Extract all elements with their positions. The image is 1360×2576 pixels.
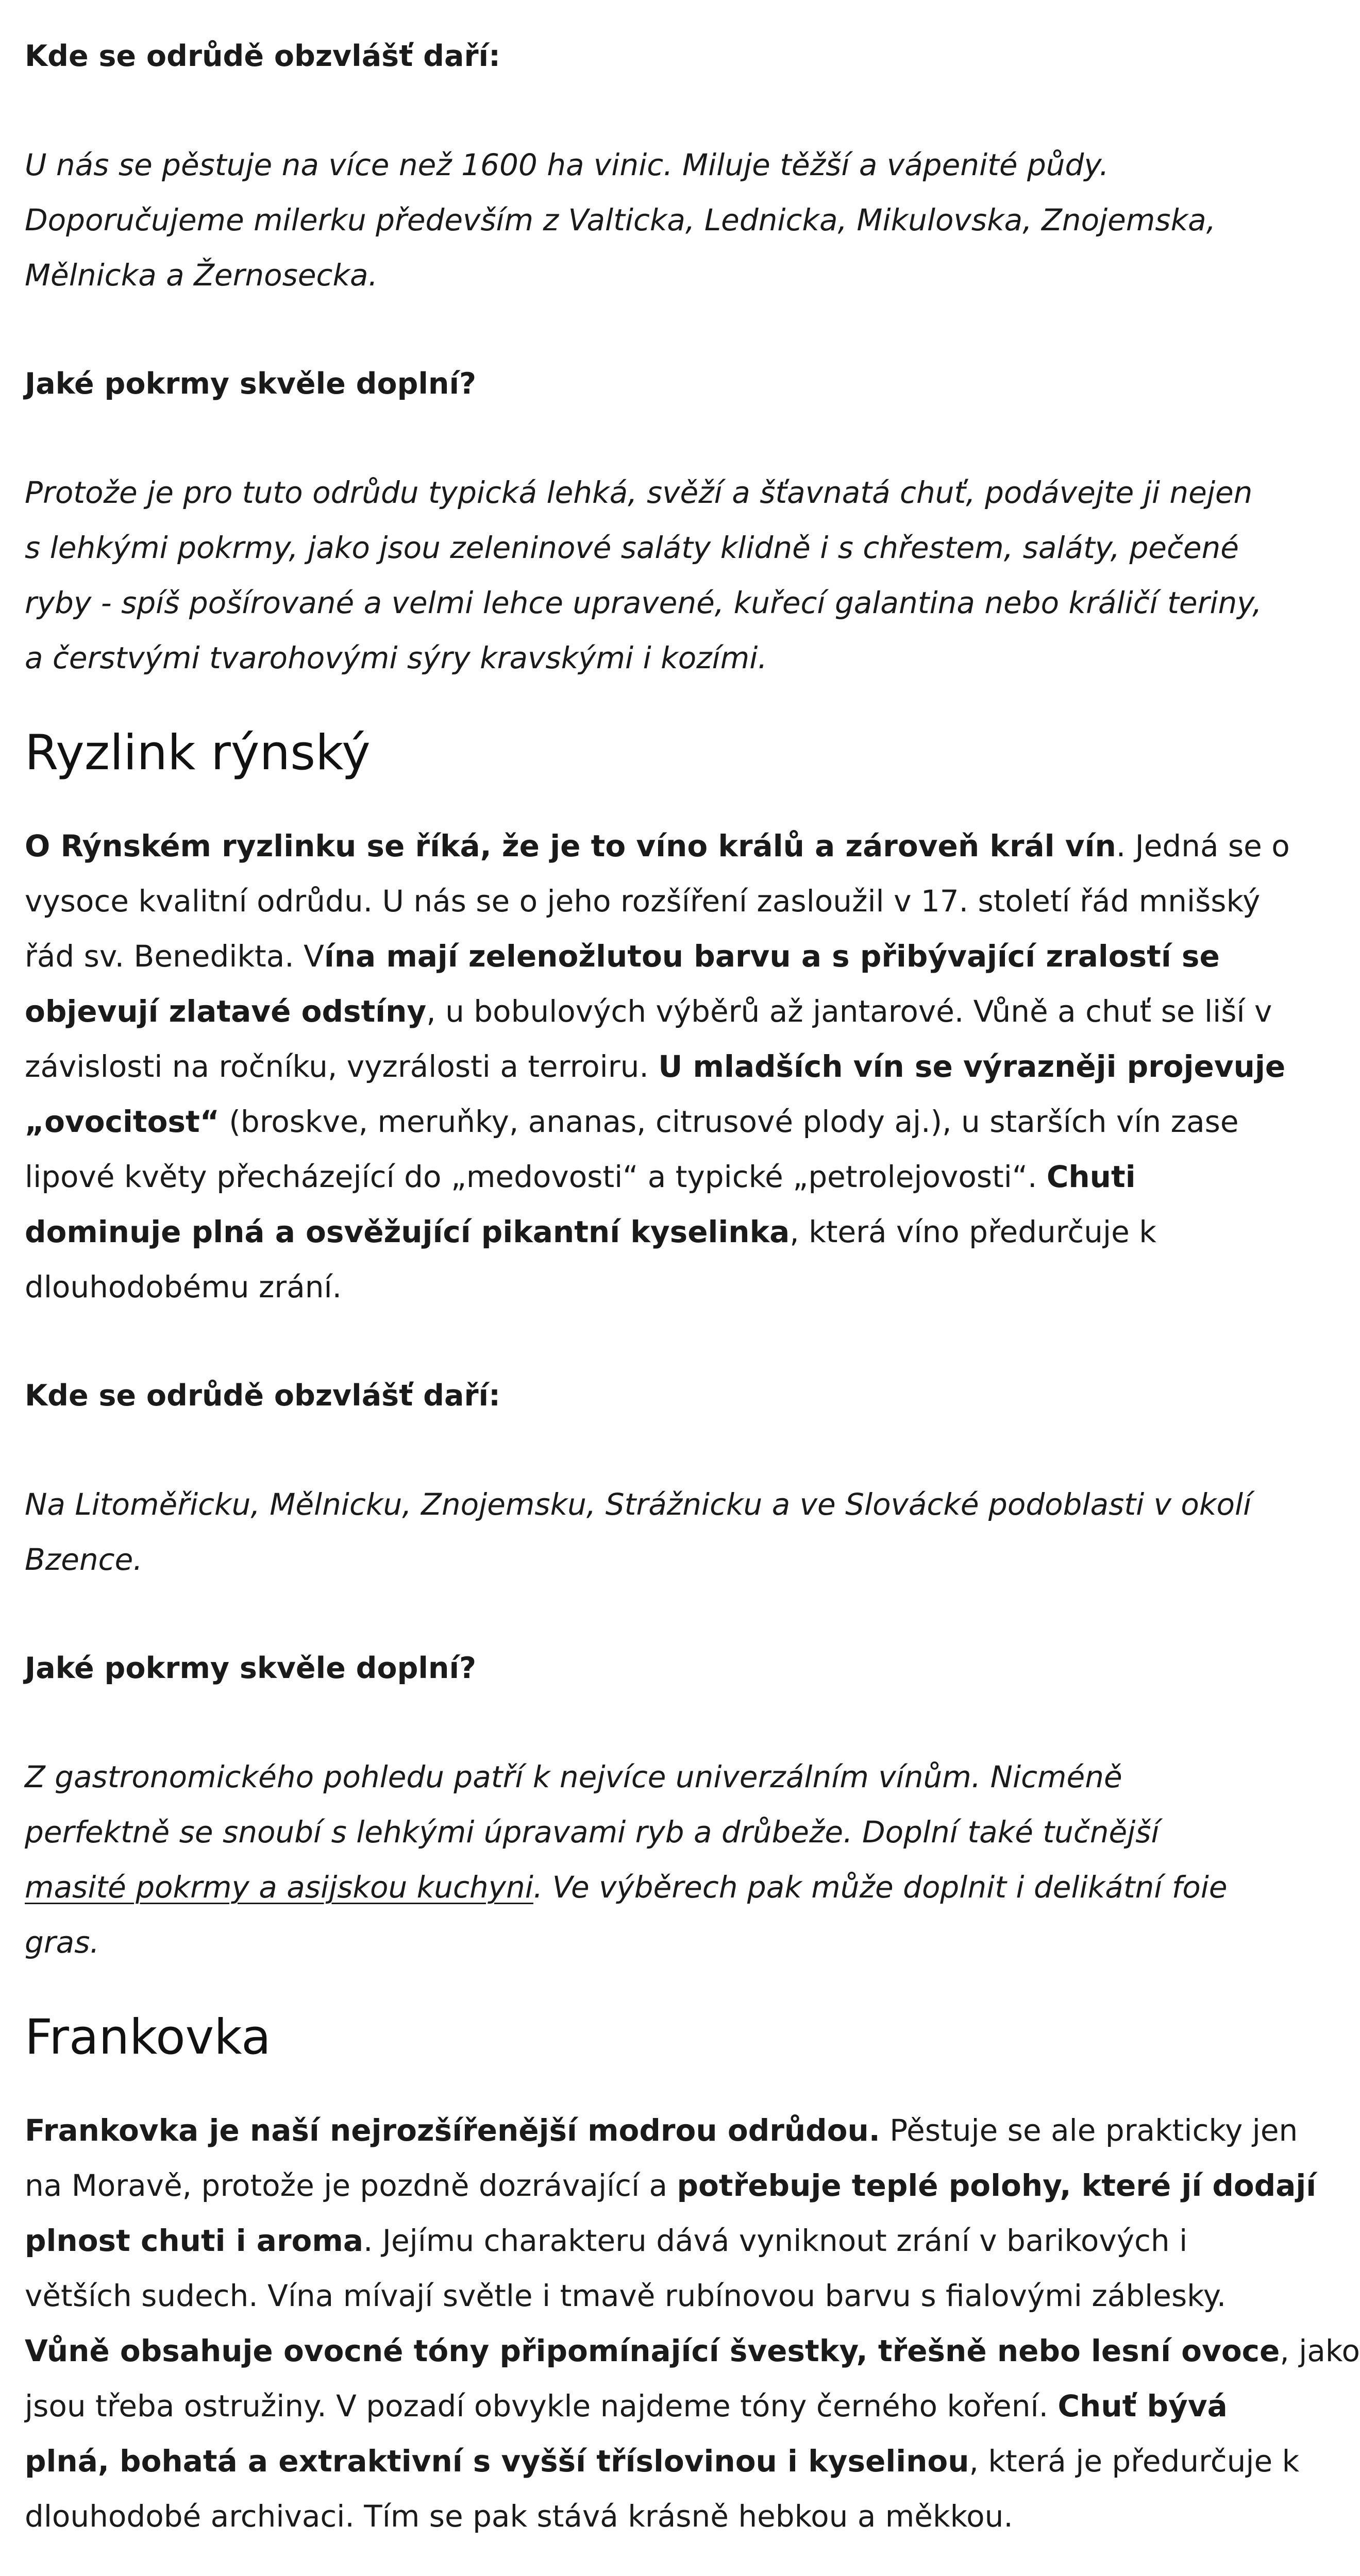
text-line: Mělnicka a Žernosecka.	[25, 258, 378, 293]
text-line	[25, 1094, 1295, 1149]
bold-text: U mladších vín se výrazněji projevuje	[658, 1049, 1286, 1084]
plain-text: . Ve výběrech pak může doplnit i delikátní foie	[533, 1870, 1228, 1905]
text-line: ryby - spíš pošírované a velmi lehce upravené, kuřecí galantina nebo králičí teriny,	[25, 585, 1262, 620]
text-line	[25, 2158, 1317, 2213]
bold-text: plnost chuti i aroma	[25, 2223, 363, 2258]
text-line: Bzence.	[25, 1542, 143, 1577]
text-line: U nás se pěstuje na více než 1600 ha vinic. Miluje těžší a vápenité půdy.	[25, 147, 1109, 182]
plain-text: závislosti na ročníku, vyzrálosti a terroiru.	[25, 1049, 659, 1084]
plain-text: , u bobulových výběrů až jantarové. Vůně a chuť se liší v	[426, 994, 1272, 1029]
plain-text: dlouhodobému zrání.	[25, 1269, 342, 1304]
bold-text: ína mají zelenožlutou barvu a s přibývající zralostí se	[324, 939, 1220, 974]
ryzlink-where-label: Kde se odrůdě obzvlášť daří:	[25, 1379, 500, 1413]
ryzlink-description	[25, 787, 1295, 1315]
text-line	[25, 2489, 1295, 2544]
bold-text: O Rýnském ryzlinku se říká, že je to víno králů a zároveň král vín	[25, 828, 1116, 863]
milerka-where-label: Kde se odrůdě obzvlášť daří:	[25, 39, 500, 73]
frankovka-heading: Frankovka	[25, 2009, 271, 2065]
text-line	[25, 2103, 1298, 2158]
text-line	[25, 2268, 1295, 2324]
asian-cuisine-link[interactable]: masité pokrmy a asijskou kuchyni	[25, 1870, 533, 1905]
text-line	[25, 929, 1295, 984]
frankovka-description	[25, 2071, 1360, 2544]
text-line	[25, 2434, 1300, 2489]
ryzlink-food-label: Jaké pokrmy skvěle doplní?	[25, 1651, 477, 1685]
milerka-where-text	[25, 84, 1295, 303]
text-line: Na Litoměřicku, Mělnicku, Znojemsku, Strážnicku a ve Slovácké podoblasti v okolí	[25, 1487, 1252, 1522]
plain-text: řád sv. Benedikta. V	[25, 939, 324, 974]
plain-text: . Jedná se o	[1116, 828, 1290, 863]
ryzlink-food-text	[25, 1696, 1295, 1970]
text-line: Protože je pro tuto odrůdu typická lehká, svěží a šťavnatá chuť, podávejte ji nejen	[25, 475, 1253, 510]
text-line: a čerstvými tvarohovými sýry kravskými i kozími.	[25, 640, 767, 675]
text-line	[25, 1039, 1295, 1094]
bold-text: objevují zlatavé odstíny	[25, 994, 427, 1029]
plain-text: Pěstuje se ale prakticky jen	[880, 2113, 1298, 2148]
plain-text: (broskve, meruňky, ananas, citrusové plody aj.), u starších vín zase	[219, 1104, 1239, 1139]
text-line	[25, 984, 1295, 1039]
plain-text: jsou třeba ostružiny. V pozadí obvykle najdeme tóny černého koření.	[25, 2388, 1058, 2424]
plain-text: lipové květy přecházející do „medovosti“ a typické „petrolejovosti“.	[25, 1159, 1047, 1194]
milerka-food-label: Jaké pokrmy skvěle doplní?	[25, 367, 477, 401]
text-line	[25, 2213, 1295, 2268]
bold-text: Vůně obsahuje ovocné tóny připomínající švestky, třešně nebo lesní ovoce	[25, 2333, 1280, 2368]
milerka-food-text	[25, 412, 1295, 686]
text-line	[25, 1205, 1295, 1260]
plain-text: na Moravě, protože je pozdně dozrávající a	[25, 2168, 677, 2203]
bold-text: potřebuje teplé polohy, které jí dodají	[677, 2168, 1317, 2203]
plain-text: dlouhodobé archivaci. Tím se pak stává krásně hebkou a měkkou.	[25, 2499, 1013, 2534]
text-line: gras.	[25, 1925, 99, 1960]
plain-text: . Jejímu charakteru dává vyniknout zrání v barikových i	[363, 2223, 1188, 2258]
bold-text: dominuje plná a osvěžující pikantní kyselinka	[25, 1214, 790, 1249]
text-line	[25, 819, 1295, 874]
text-line	[25, 874, 1295, 929]
text-line: s lehkými pokrmy, jako jsou zeleninové saláty klidně i s chřestem, saláty, pečené	[25, 530, 1239, 565]
bold-text: plná, bohatá a extraktivní s vyšší tříslovinou i kyselinou	[25, 2444, 969, 2479]
bold-text: Chuti	[1046, 1159, 1136, 1194]
plain-text: vysoce kvalitní odrůdu. U nás se o jeho rozšíření zasloužil v 17. století řád mnišský	[25, 884, 1261, 919]
text-line	[25, 2379, 1295, 2434]
plain-text: , jako	[1280, 2333, 1360, 2368]
ryzlink-where-text	[25, 1423, 1295, 1587]
text-line: Z gastronomického pohledu patří k nejvíce univerzálním vínům. Nicméně	[25, 1759, 1122, 1794]
bold-text: Frankovka je naší nejrozšířenější modrou odrůdou.	[25, 2113, 880, 2148]
ryzlink-heading: Ryzlink rýnský	[25, 725, 371, 781]
text-line: perfektně se snoubí s lehkými úpravami ryb a drůbeže. Doplní také tučnější	[25, 1815, 1160, 1850]
bold-text: Chuť bývá	[1057, 2388, 1228, 2424]
plain-text: , která víno předurčuje k	[790, 1214, 1156, 1249]
text-line: Doporučujeme milerku především z Valticka, Lednicka, Mikulovska, Znojemska,	[25, 202, 1216, 238]
text-line	[25, 1860, 1295, 1915]
plain-text: větších sudech. Vína mívají světle i tmavě rubínovou barvu s fialovými záblesky.	[25, 2278, 1227, 2313]
text-line	[25, 1149, 1295, 1205]
text-line	[25, 2324, 1360, 2379]
plain-text: , která je předurčuje k	[969, 2444, 1300, 2479]
text-line	[25, 1260, 1295, 1315]
bold-text: „ovocitost“	[25, 1104, 220, 1139]
